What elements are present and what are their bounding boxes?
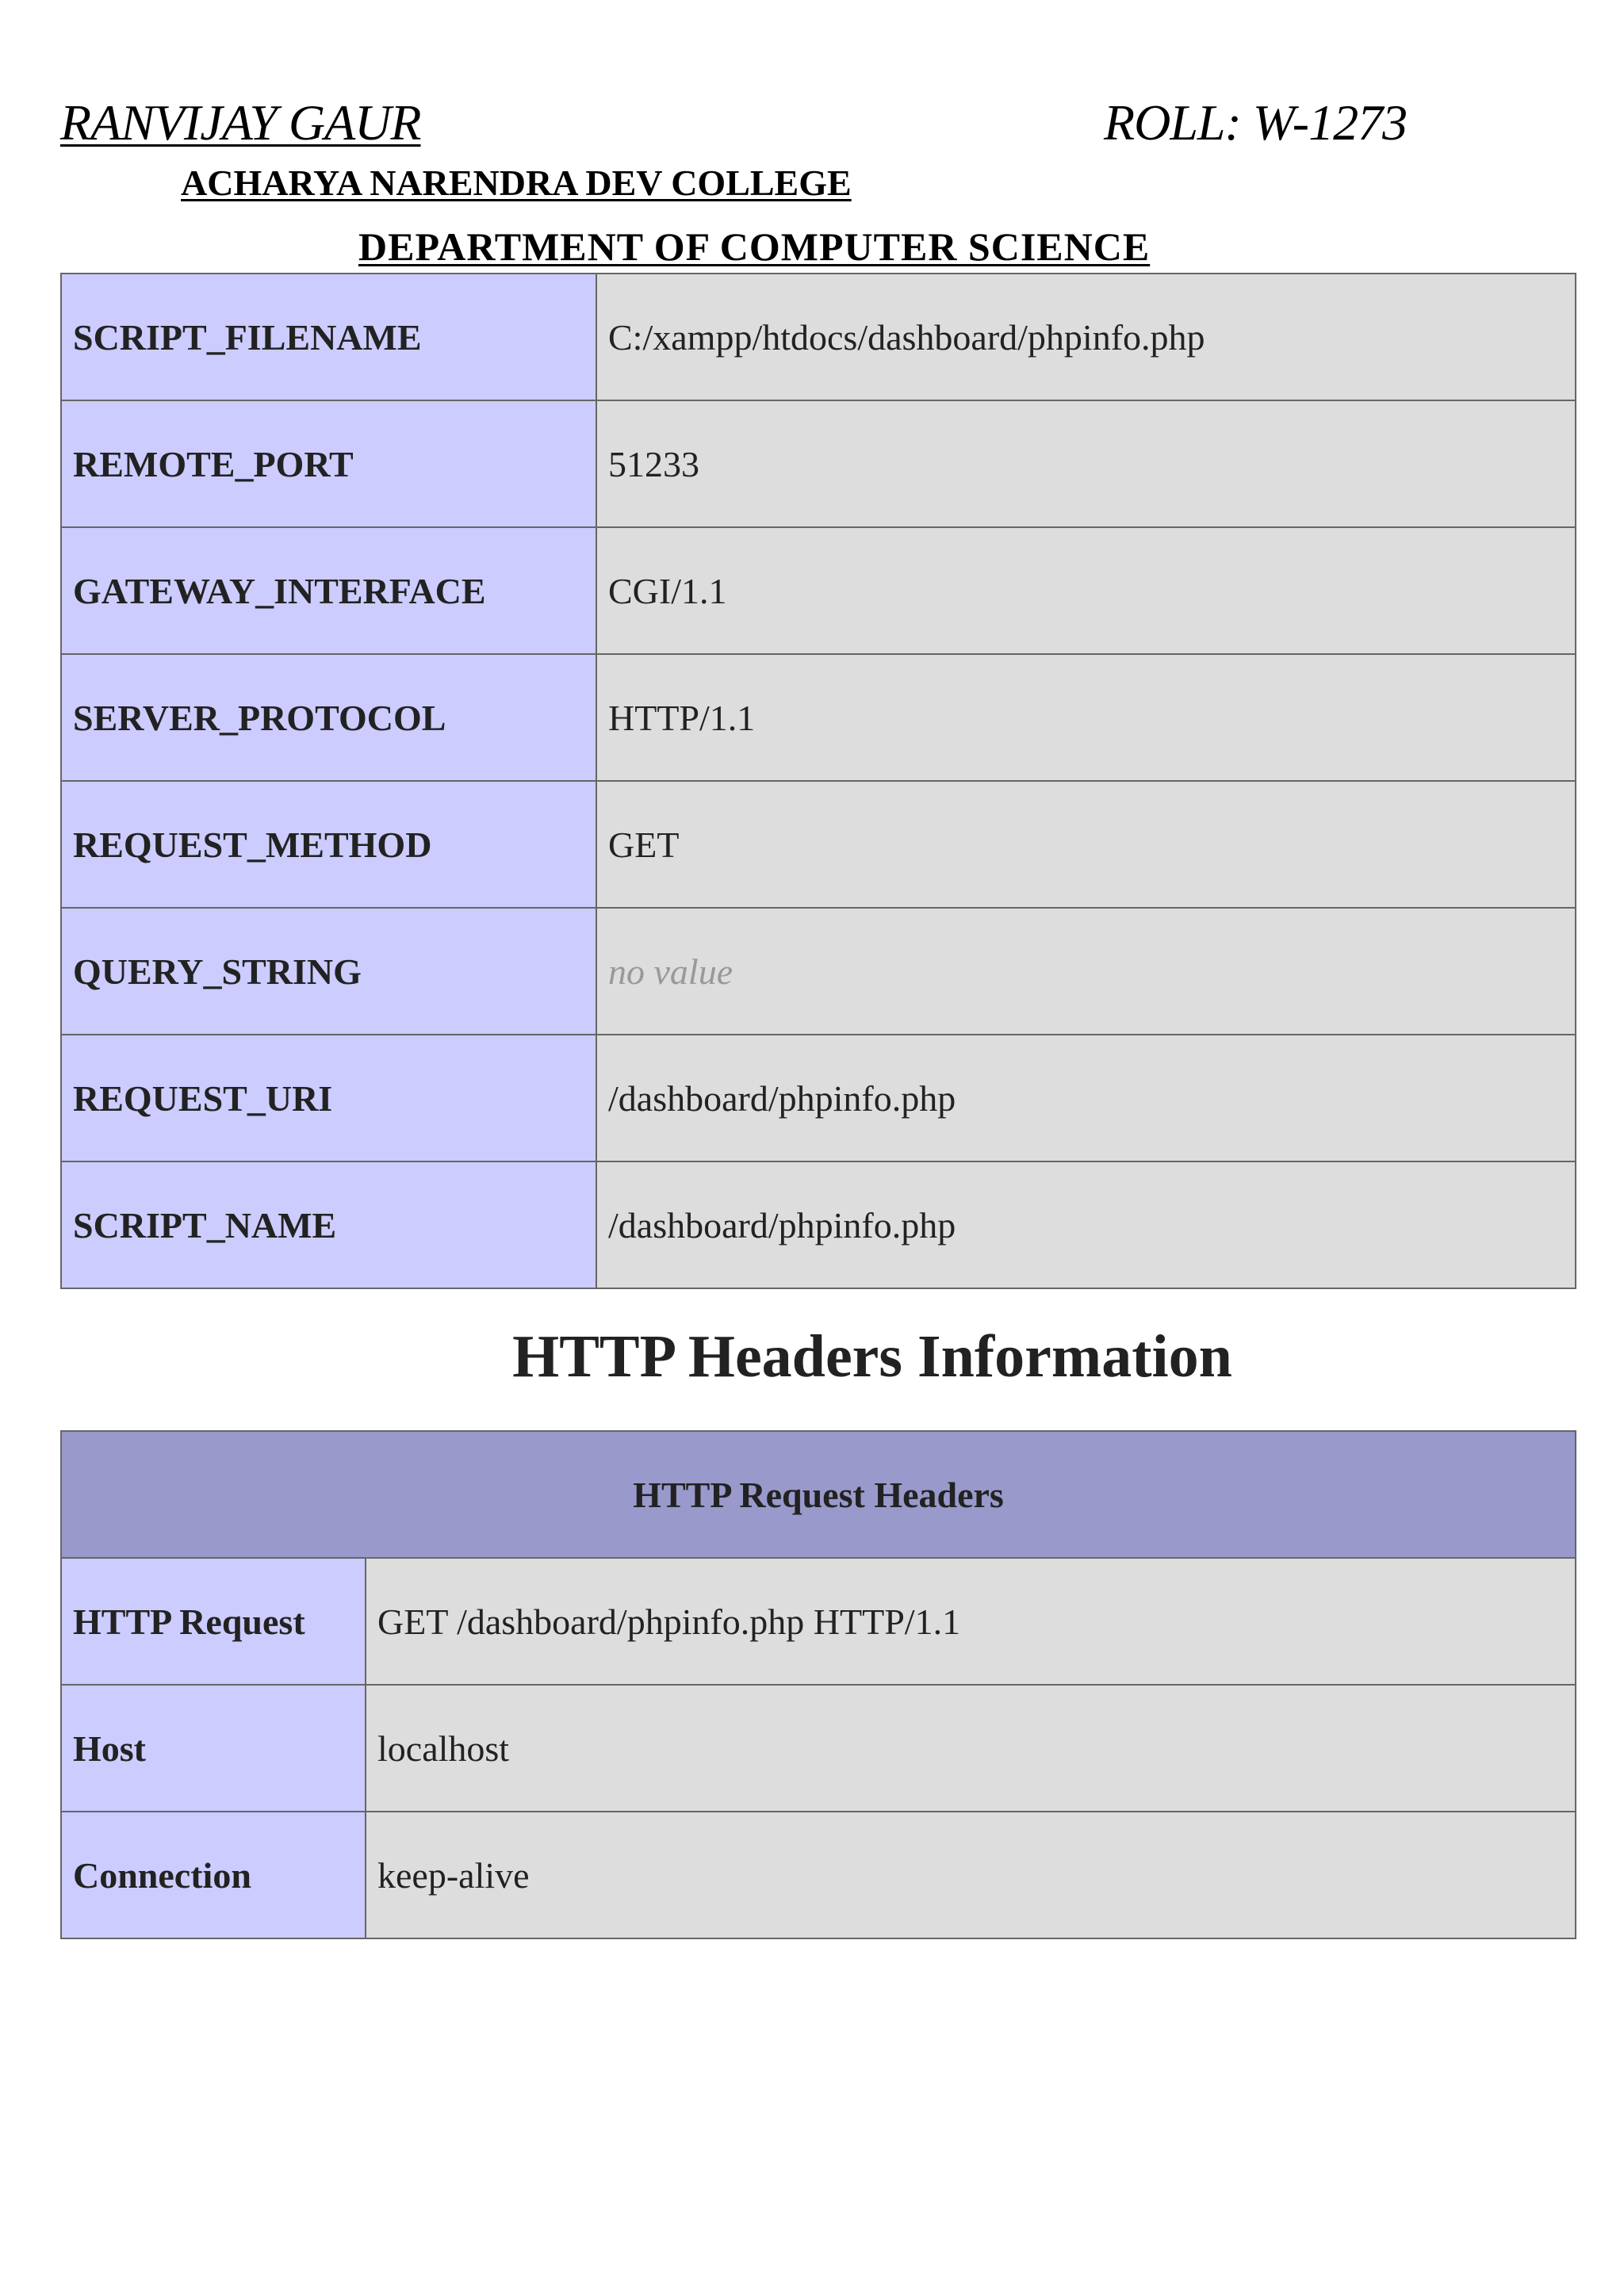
row-value: CGI/1.1 [596, 527, 1576, 654]
row-value: GET [596, 781, 1576, 908]
row-key: SCRIPT_NAME [61, 1161, 596, 1288]
table-header-row [61, 1431, 1576, 1558]
college-name: ACHARYA NARENDRA DEV COLLEGE [181, 163, 852, 203]
table-row [61, 1685, 1576, 1812]
row-value: 51233 [596, 400, 1576, 527]
table-header: HTTP Request Headers [61, 1431, 1576, 1558]
row-key: REMOTE_PORT [61, 400, 596, 527]
row-value: GET /dashboard/phpinfo.php HTTP/1.1 [366, 1558, 1576, 1685]
student-name: RANVIJAY GAUR [60, 94, 421, 151]
row-value: localhost [366, 1685, 1576, 1812]
row-value: HTTP/1.1 [596, 654, 1576, 781]
row-key: REQUEST_METHOD [61, 781, 596, 908]
roll-number: ROLL: W-1273 [1104, 94, 1408, 151]
server-variables-table [60, 273, 1576, 1289]
row-key: QUERY_STRING [61, 908, 596, 1035]
row-key: SERVER_PROTOCOL [61, 654, 596, 781]
table-row [61, 1812, 1576, 1938]
row-value: keep-alive [366, 1812, 1576, 1938]
row-key: HTTP Request [61, 1558, 366, 1685]
department-name: DEPARTMENT OF COMPUTER SCIENCE [358, 224, 1151, 269]
row-value: C:/xampp/htdocs/dashboard/phpinfo.php [596, 274, 1576, 400]
table-row [61, 1161, 1576, 1288]
table-row [61, 908, 1576, 1035]
row-value-no-value: no value [596, 908, 1576, 1035]
table-row [61, 1558, 1576, 1685]
row-value: /dashboard/phpinfo.php [596, 1035, 1576, 1161]
table-row [61, 1035, 1576, 1161]
http-request-headers-table [60, 1430, 1576, 1939]
table-row [61, 527, 1576, 654]
row-key: GATEWAY_INTERFACE [61, 527, 596, 654]
section-title: HTTP Headers Information [512, 1323, 1232, 1390]
row-key: Host [61, 1685, 366, 1812]
table-row [61, 781, 1576, 908]
row-value: /dashboard/phpinfo.php [596, 1161, 1576, 1288]
table-row [61, 400, 1576, 527]
row-key: REQUEST_URI [61, 1035, 596, 1161]
row-key: SCRIPT_FILENAME [61, 274, 596, 400]
table-row [61, 654, 1576, 781]
table-row [61, 274, 1576, 400]
row-key: Connection [61, 1812, 366, 1938]
